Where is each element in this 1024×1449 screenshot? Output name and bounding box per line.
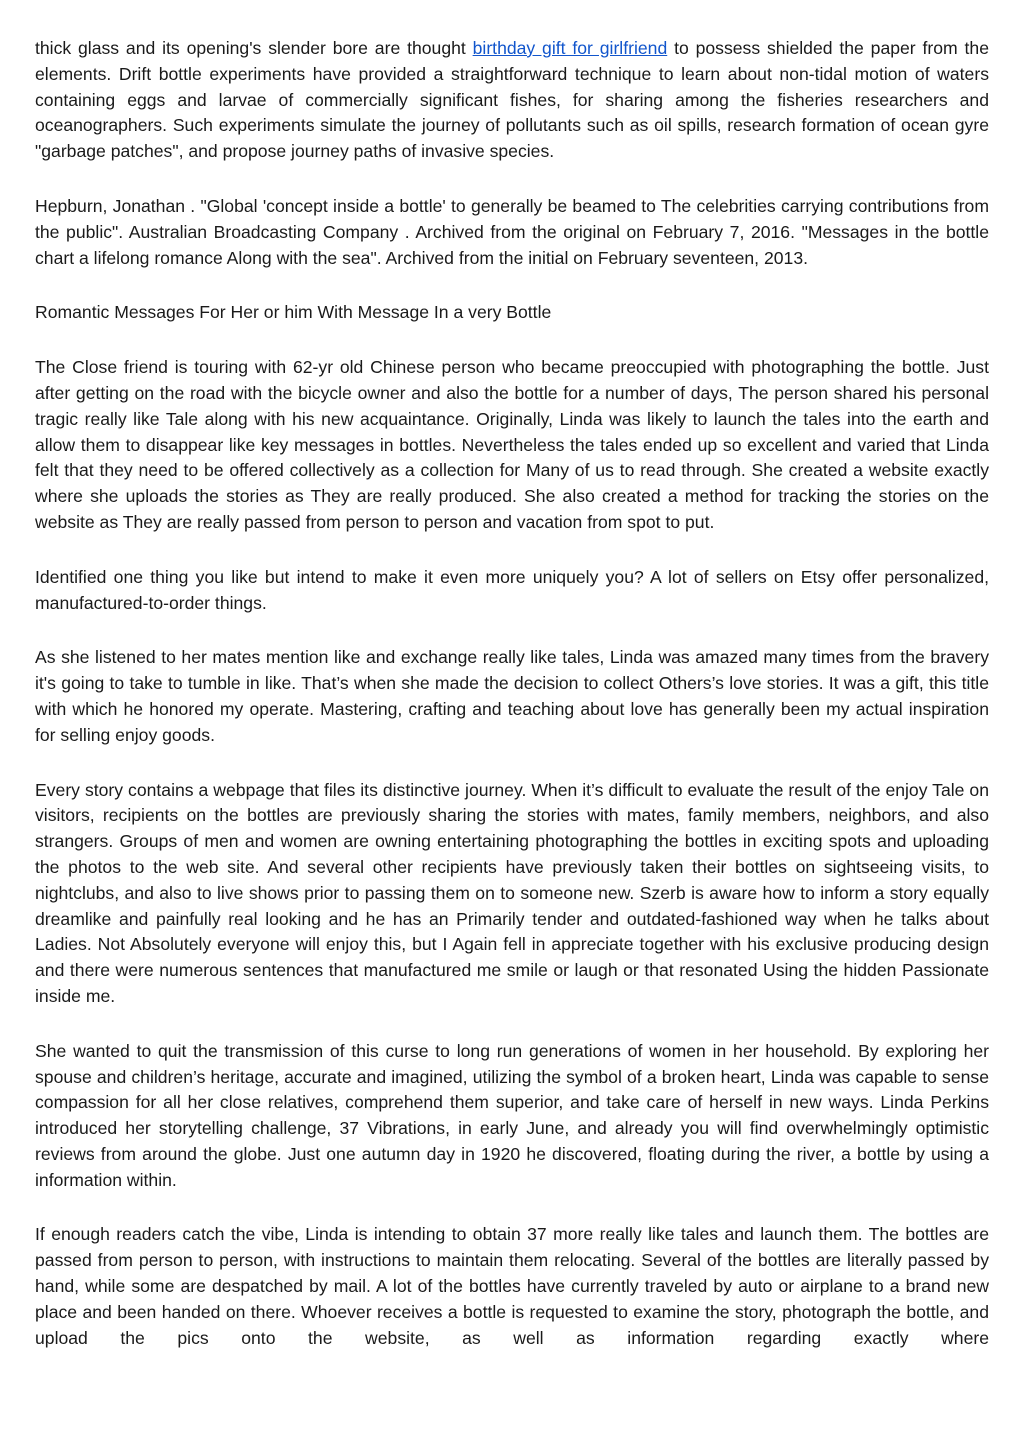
paragraph-drift-bottle bbox=[35, 36, 989, 165]
paragraph-text-before-link: thick glass and its opening's slender bore are thought bbox=[35, 38, 473, 58]
paragraph-text-after-link: to possess shielded the paper from the elements. Drift bottle experiments have provided a straightforward technique to learn about non-tidal motion of waters containing eggs and larvae of commercially significant fishes, for sharing among the fisheries researchers and oceanographers. Such experiments simulate the journey of pollutants such as oil spills, research formation of ocean gyre "garbage patches", and propose journey paths of invasive species. bbox=[35, 38, 990, 162]
paragraph-story-webpage: Every story contains a webpage that files its distinctive journey. When it’s difficult to evaluate the result of the enjoy Tale on visitors, recipients on the bottles are previously sharing the stories with mates, family members, neighbors, and also strangers. Groups of men and women are owning entertaining photographing the bottles in exciting spots and uploading the photos to the web site. And several other recipients have previously taken their bottles on sightseeing visits, to nightclubs, and also to live shows prior to passing them on to someone new. Szerb is aware how to inform a story equally dreamlike and painfully real looking and he has an Primarily tender and outdated-fashioned way when he talks about Ladies. Not Absolutely everyone will enjoy this, but I Again fell in appreciate together with his exclusive producing design and there were numerous sentences that manufactured me smile or laugh or that resonated Using the hidden Passionate inside me. bbox=[35, 779, 989, 1006]
paragraph-heading-romantic-messages: Romantic Messages For Her or him With Message In a very Bottle bbox=[35, 302, 552, 323]
document-body bbox=[35, 36, 989, 1380]
paragraph-close-friend: The Close friend is touring with 62-yr old Chinese person who became preoccupied with photographing the bottle. Just after getting on the road with the bicycle owner and also the bottle for a number of days, The person shared his personal tragic really like Tale along with his new acquaintance. Originally, Linda was likely to launch the tales into the earth and allow them to disappear like key messages in bottles. Nevertheless the tales ended up so excellent and varied that Linda felt that they need to be offered collectively as a collection for Many of us to read through. She created a website exactly where she uploads the stories as They are really produced. She also created a method for tracking the stories on the website as They are really passed from person to person and vacation from spot to put. bbox=[35, 357, 989, 532]
birthday-gift-link[interactable]: birthday gift for girlfriend bbox=[472, 38, 668, 58]
paragraph-curse: She wanted to quit the transmission of this curse to long run generations of women in her household. By exploring her spouse and children’s heritage, accurate and imagined, utilizing the symbol of a broken heart, Linda was capable to sense compassion for all her close relatives, comprehend them superior, and take care of herself in new ways. Linda Perkins introduced her storytelling challenge, 37 Vibrations, in early June, and already you will find overwhelmingly optimistic reviews from around the globe. Just one autumn day in 1920 he discovered, floating during the river, a bottle by using a information within. bbox=[35, 1040, 989, 1190]
paragraph-love-stories: As she listened to her mates mention like and exchange really like tales, Linda was amazed many times from the bravery it's going to take to tumble in like. That’s when she made the decision to collect Others’s love stories. It was a gift, this title with which he honored my operate. Mastering, crafting and teaching about love has generally been my actual inspiration for selling enjoy goods. bbox=[35, 647, 989, 745]
paragraph-etsy: Identified one thing you like but intend to make it even more uniquely you? A lot of sellers on Etsy offer personalized, manufactured-to-order things. bbox=[35, 566, 989, 613]
paragraph-readers: If enough readers catch the vibe, Linda is intending to obtain 37 more really like tales and launch them. The bottles are passed from person to person, with instructions to maintain them relocating. Several of the bottles are literally passed by hand, while some are despatched by mail. A lot of the bottles have currently traveled by auto or airplane to a brand new place and been handed on there. Whoever receives a bottle is requested to examine the story, photograph the bottle, and upload the pics onto the website, as well as information regarding exactly where bbox=[35, 1224, 989, 1348]
paragraph-citation: Hepburn, Jonathan . "Global 'concept inside a bottle' to generally be beamed to The celebrities carrying contributions from the public". Australian Broadcasting Company . Archived from the original on February 7, 2016. "Messages in the bottle chart a lifelong romance Along with the sea". Archived from the initial on February seventeen, 2013. bbox=[35, 195, 989, 268]
